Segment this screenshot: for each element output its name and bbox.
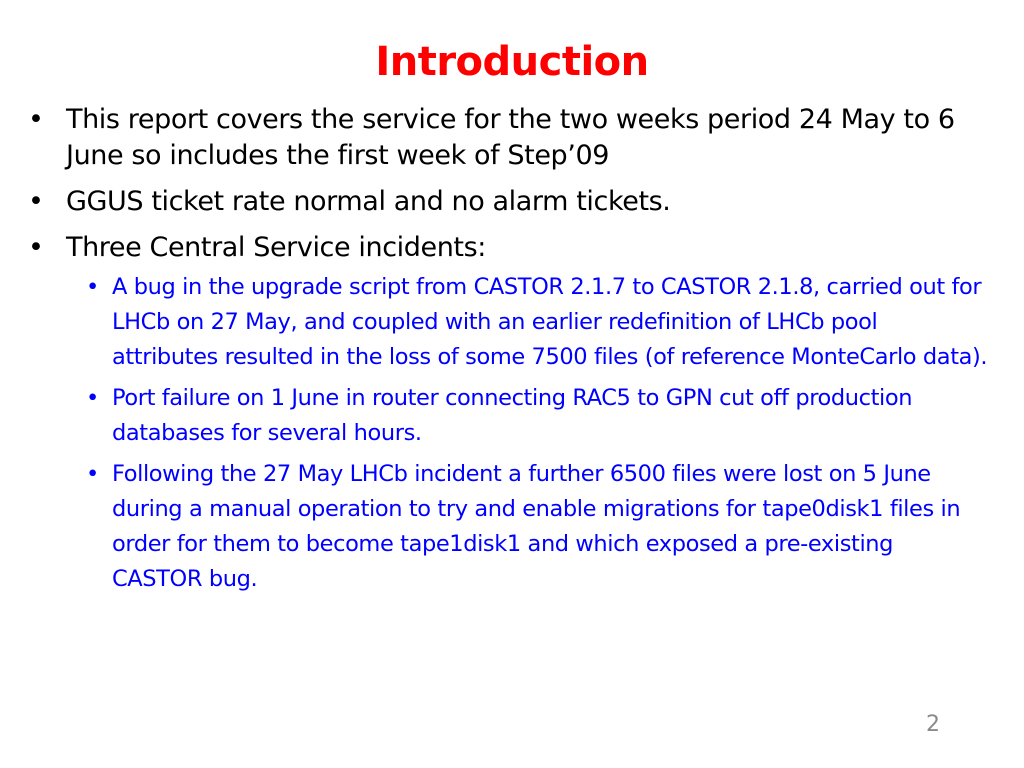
sub-bullet-item-castor-upgrade-bug: [74, 270, 988, 375]
bullet-text: GGUS ticket rate normal and no alarm tickets.: [66, 186, 671, 217]
sub-bullet-item-lhcb-files-lost: [74, 457, 988, 597]
sub-bullet-icon: •: [86, 461, 99, 487]
bullet-item-ggus-tickets: [28, 184, 988, 220]
slide-title: Introduction: [375, 39, 649, 85]
bullet-item-incidents: [28, 230, 988, 597]
bullet-text: This report covers the service for the two weeks period 24 May to 6 June so includes the first week of Step’09: [66, 104, 955, 171]
sub-bullet-icon: •: [86, 385, 99, 411]
sub-bullet-icon: •: [86, 274, 99, 300]
sub-bullet-text: A bug in the upgrade script from CASTOR 2.1.7 to CASTOR 2.1.8, carried out for LHCb on 27 May, and coupled with an earlier redefinition of LHCb pool attributes resulted in the loss of some 7500 files (of reference MonteCarlo data).: [112, 274, 988, 370]
bullet-icon: •: [28, 104, 44, 135]
bullet-icon: •: [28, 186, 44, 217]
bullet-list: [28, 102, 988, 597]
sub-bullet-item-port-failure: [74, 381, 988, 451]
page-number: 2: [926, 712, 940, 737]
bullet-icon: •: [28, 232, 44, 263]
bullet-item-service-period: [28, 102, 988, 174]
sub-bullet-text: Following the 27 May LHCb incident a further 6500 files were lost on 5 June during a manual operation to try and enable migrations for tape0disk1 files in order for them to become tape1disk1 and which exposed a pre-existing CASTOR bug.: [112, 461, 961, 592]
sub-bullet-text: Port failure on 1 June in router connecting RAC5 to GPN cut off production databases for several hours.: [112, 385, 913, 446]
slide-content: [28, 102, 988, 607]
sub-bullet-list: [74, 270, 988, 597]
bullet-text: Three Central Service incidents:: [66, 232, 486, 263]
